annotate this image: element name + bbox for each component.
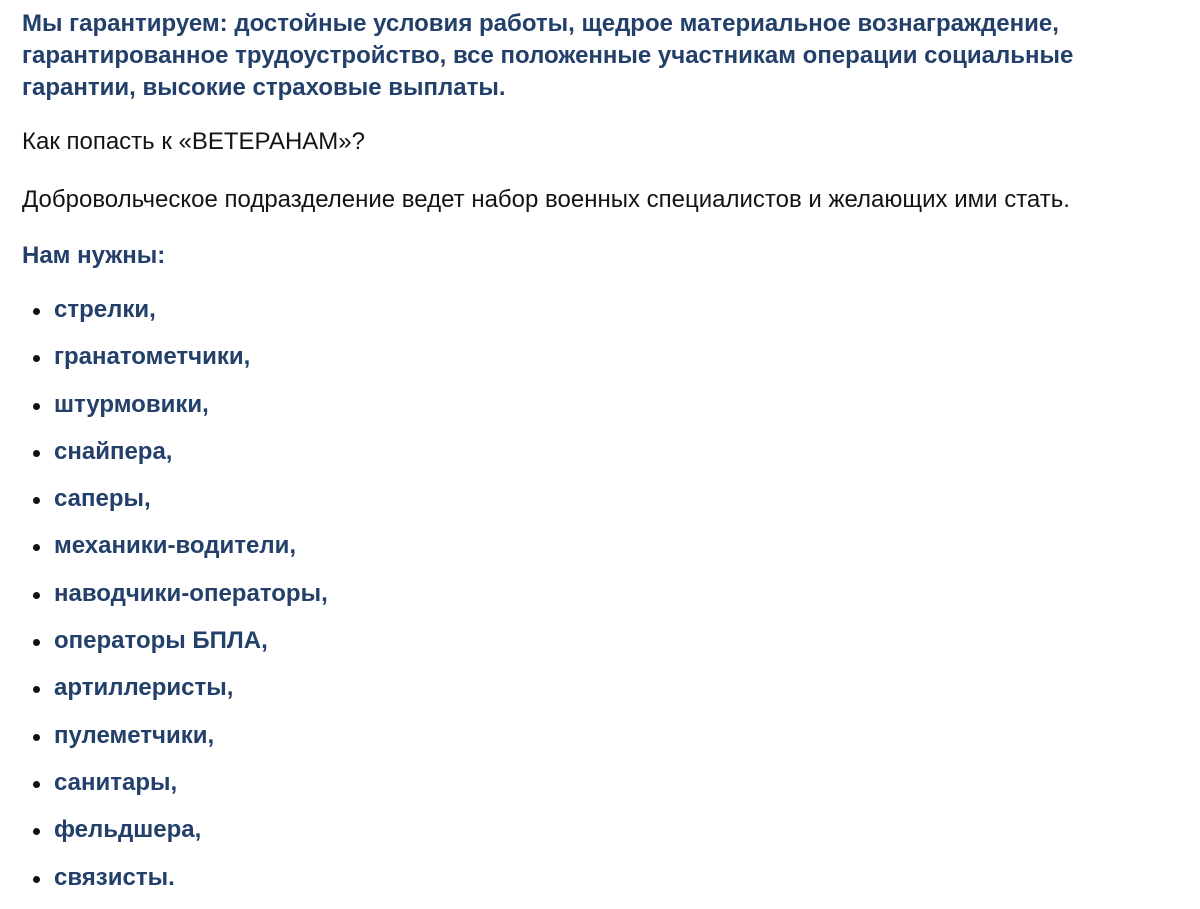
recruitment-paragraph: Добровольческое подразделение ведет набор военных специалистов и желающих ими стать. — [22, 186, 1070, 213]
bullet-icon — [33, 355, 40, 362]
roles-list — [22, 294, 1200, 909]
bullet-icon — [33, 497, 40, 504]
role-label: фельдшера, — [54, 816, 202, 844]
role-label: операторы БПЛА, — [54, 627, 268, 655]
bullet-icon — [33, 592, 40, 599]
role-label: саперы, — [54, 485, 151, 513]
list-item — [22, 294, 1200, 341]
bullet-icon — [33, 450, 40, 457]
list-item — [22, 530, 1200, 577]
how-to-join-question: Как попасть к «ВЕТЕРАНАМ»? — [22, 128, 365, 155]
role-label: связисты. — [54, 863, 175, 891]
bullet-icon — [33, 781, 40, 788]
list-item — [22, 720, 1200, 767]
bullet-icon — [33, 308, 40, 315]
bullet-icon — [33, 876, 40, 883]
bullet-icon — [33, 544, 40, 551]
bullet-icon — [33, 686, 40, 693]
list-item — [22, 483, 1200, 530]
role-label: штурмовики, — [54, 390, 209, 418]
role-label: артиллеристы, — [54, 674, 234, 702]
bullet-icon — [33, 403, 40, 410]
list-item — [22, 389, 1200, 436]
role-label: стрелки, — [54, 296, 156, 323]
role-label: наводчики-операторы, — [54, 579, 328, 607]
role-label: механики-водители, — [54, 532, 297, 560]
guarantees-paragraph: Мы гарантируем: достойные условия работы, щедрое материальное вознаграждение, гарантированное трудоустройство, все положенные участникам операции социальные гарантии, высокие страховые выплаты. — [22, 10, 1074, 101]
bullet-icon — [33, 828, 40, 835]
list-item — [22, 578, 1200, 625]
list-item — [22, 625, 1200, 672]
role-label: санитары, — [54, 768, 178, 796]
bullet-icon — [33, 734, 40, 741]
list-item — [22, 862, 1200, 909]
list-item — [22, 672, 1200, 719]
role-label: пулеметчики, — [54, 721, 215, 749]
role-label: снайпера, — [54, 437, 173, 465]
roles-heading: Нам нужны: — [22, 242, 166, 269]
list-item — [22, 814, 1200, 861]
role-label: гранатометчики, — [54, 343, 251, 371]
list-item — [22, 341, 1200, 388]
list-item — [22, 767, 1200, 814]
bullet-icon — [33, 639, 40, 646]
list-item — [22, 436, 1200, 483]
